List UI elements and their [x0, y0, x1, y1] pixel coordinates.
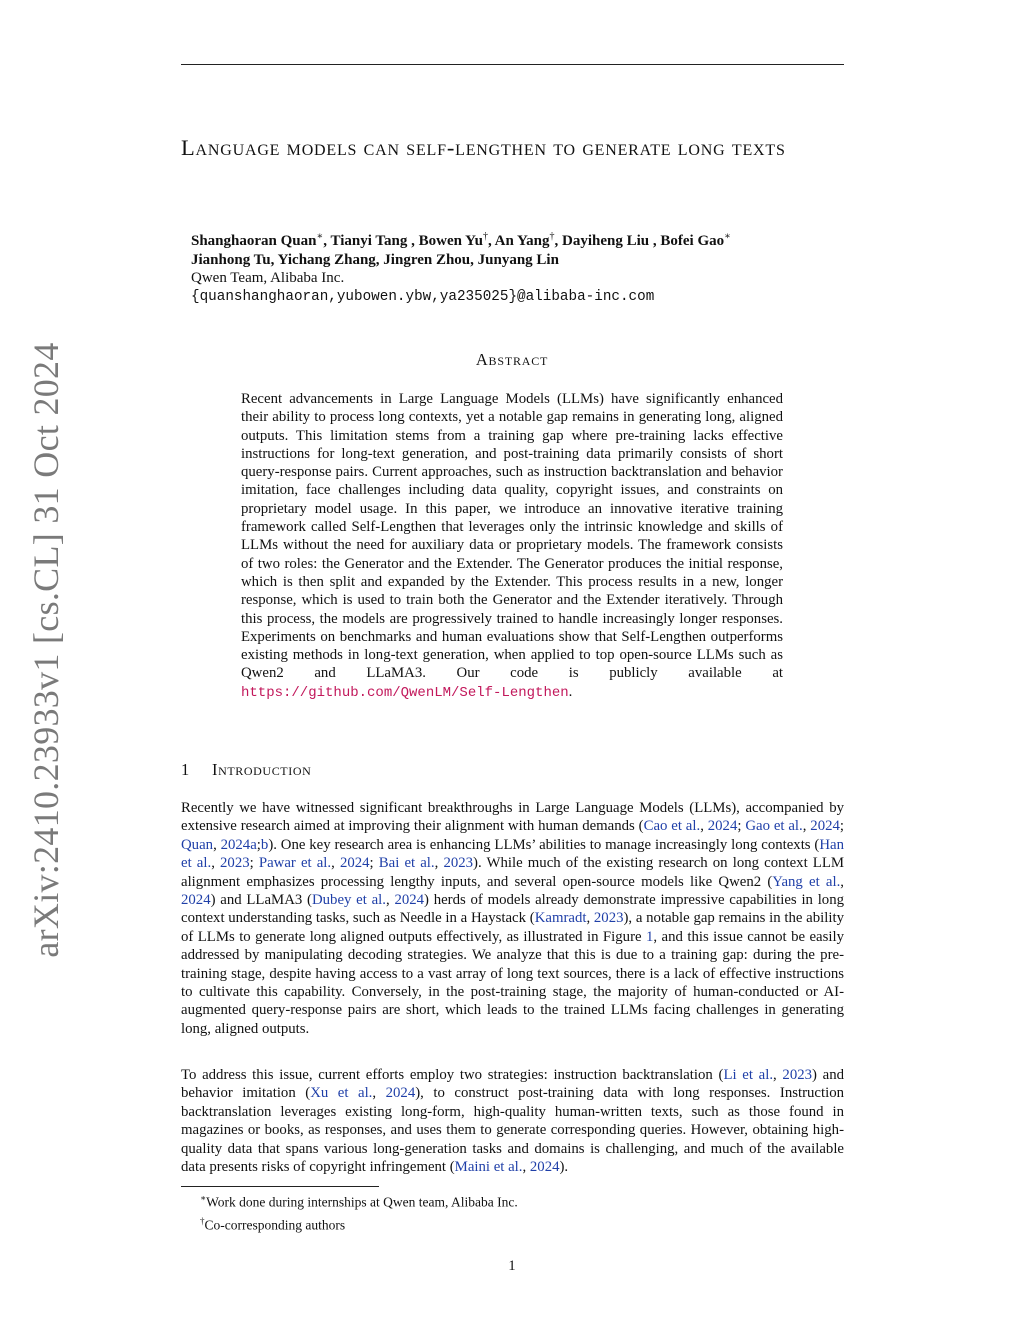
citation-link[interactable]: 2024 — [529, 1159, 560, 1176]
paragraph-text: ). — [559, 1159, 569, 1176]
section-heading — [181, 760, 311, 780]
author-mark: † — [549, 231, 555, 242]
citation-link[interactable]: 2024 — [707, 818, 738, 835]
citation-link[interactable]: Gao et al. — [745, 818, 803, 835]
author-mark: † — [482, 231, 488, 242]
citation-link[interactable]: Han et al. — [181, 836, 844, 872]
citation-link[interactable]: b — [260, 836, 269, 853]
paragraph-text: , and this issue cannot be easily addressed by manipulating decoding strategies. We analyze that this is due to a training gap: during the pre-training stage, despite having access to a vast array of long text sources, there is a lack of effective instructions to cultivate this capability. Conversely, in the post-training stage, the majority of human-conducted or AI-augmented query-response pairs are short, which leads to the trained LLMs facing challenges in generating long, aligned outputs. — [181, 928, 844, 1037]
paper-title: Language models can self-lengthen to generate long texts — [181, 135, 786, 160]
paragraph-text: ) herds of models already demonstrate impressive capabilities in long context understanding tasks, such as Needle in a Haystack ( — [181, 892, 845, 927]
paragraph-text: ). One key research area is enhancing LLMs’ abilities to manage increasingly long contexts ( — [268, 836, 820, 853]
section-title: Introduction — [212, 760, 312, 779]
paragraph-text: To address this issue, current efforts employ two strategies: instruction backtranslation ( — [181, 1067, 724, 1083]
footnote-mark: † — [200, 1215, 205, 1226]
citation-link[interactable]: 2024 — [394, 892, 425, 909]
footnote — [200, 1189, 518, 1212]
paragraph-text: , — [586, 910, 594, 927]
top-rule — [181, 64, 844, 65]
citation-link[interactable]: 2024 — [810, 818, 840, 835]
footnote-mark: ∗ — [200, 1193, 207, 1203]
author-name: Shanghaoran Quan — [191, 233, 317, 249]
footnotes — [200, 1189, 518, 1234]
citation-link[interactable]: 2023 — [220, 855, 250, 872]
author-list-line-2: Jianhong Tu, Yichang Zhang, Jingren Zhou, Junyang Lin — [191, 251, 559, 268]
citation-link[interactable]: Dubey et al. — [311, 892, 386, 909]
author-mark: ∗ — [316, 231, 324, 242]
paragraph-text: , — [213, 836, 221, 853]
paragraph-text: ; — [256, 836, 261, 853]
citation-link[interactable]: 2024 — [339, 855, 370, 872]
paragraph-text: ), a notable gap remains in the ability of LLMs to generate long aligned outputs effectively, as illustrated in Figure — [181, 910, 844, 945]
footnote — [200, 1212, 518, 1235]
citation-link[interactable]: 2023 — [593, 910, 624, 927]
citation-link[interactable]: 2024a — [220, 836, 257, 853]
paragraph-text: , — [802, 818, 811, 835]
footnote-text: Co-corresponding authors — [204, 1217, 346, 1232]
citation-link[interactable]: Xu et al. — [310, 1085, 373, 1102]
affiliation: Qwen Team, Alibaba Inc. — [191, 270, 345, 286]
paragraph-text: , — [700, 818, 708, 835]
paragraph-text: ). While much of the existing research on long context LLM alignment emphasizes processing lengthy inputs, and several open-source models like Qwen2 ( — [181, 855, 845, 890]
paragraph-text: , — [385, 892, 395, 909]
citation-link[interactable]: Bai et al. — [378, 855, 435, 872]
abstract-end: . — [568, 683, 573, 700]
paragraph-text: , — [434, 855, 444, 872]
abstract-body-text: Recent advancements in Large Language Models (LLMs) have significantly enhanced their ability to process long contexts, yet a notable gap remains in generating long, aligned outputs. This limitation stems from a training gap where pre-training lacks effective instructions for long-text generation, and post-training data primarily consists of short query-response pairs. Current approaches, such as instruction backtranslation and behavior imitation, face challenges including data quality, copyright issues, and constraints on proprietary model usage. In this paper, we introduce an innovative iterative training framework called Self-Lengthen that leverages only the intrinsic knowledge and skills of LLMs without the need for auxiliary data or proprietary models. The framework consists of two roles: the Generator and the Extender. The Generator produces the initial response, which is then split and expanded by the Extender. This process results in a new, longer response, which is used to train both the Generator and the Extender iteratively. Through this process, the models are progressively trained to handle increasingly longer responses. Experiments on benchmarks and human evaluations show that Self-Lengthen outperforms existing methods in long-text generation, when applied to top open-source LLMs such as Qwen2 and LLaMA3. Our code is publicly available at — [241, 391, 783, 682]
citation-link[interactable]: 2023 — [782, 1067, 813, 1083]
citation-link[interactable]: Maini et al. — [454, 1159, 523, 1176]
paragraph-text: ; — [839, 818, 845, 835]
page-number: 1 — [508, 1258, 516, 1274]
paragraph-text: ) and LLaMA3 ( — [210, 892, 312, 909]
abstract-heading: Abstract — [475, 350, 549, 369]
citation-link[interactable]: Cao et al. — [643, 818, 701, 835]
paragraph-text: , — [331, 855, 340, 872]
abstract-text — [241, 390, 783, 702]
author-name: , Tianyi Tang , — [323, 233, 419, 249]
author-list — [191, 228, 831, 251]
author-name: , An Yang — [487, 233, 550, 249]
paragraph-text: ) and behavior imitation ( — [181, 1067, 844, 1102]
citation-link[interactable]: Yang et al. — [772, 873, 841, 890]
author-emails: {quanshanghaoran,yubowen.ybw,ya235025}@alibaba-inc.com — [191, 288, 655, 305]
paragraph-text: , — [840, 873, 844, 890]
footnote-text: Work done during internships at Qwen team, Alibaba Inc. — [206, 1194, 518, 1210]
citation-link[interactable]: 2023 — [443, 855, 474, 872]
citation-link[interactable]: Quan — [181, 836, 214, 853]
citation-link[interactable]: Li et al. — [723, 1067, 774, 1083]
citation-link[interactable]: 1 — [646, 928, 654, 945]
citation-link[interactable]: Pawar et al. — [258, 855, 332, 872]
intro-paragraph-2 — [181, 1066, 844, 1176]
paragraph-text: ; — [737, 818, 746, 835]
code-link[interactable]: https://github.com/QwenLM/Self-Lengthen — [241, 684, 569, 701]
citation-link[interactable]: Kamradt — [534, 910, 587, 927]
paragraph-text: , — [773, 1067, 783, 1083]
citation-link[interactable]: 2024 — [181, 892, 211, 909]
author-mark: ∗ — [724, 231, 731, 242]
paragraph-text: , — [372, 1085, 386, 1102]
paragraph-text: ; — [369, 855, 379, 872]
paragraph-text: Recently we have witnessed significant breakthroughs in Large Language Models (LLMs), accompanied by extensive research aimed at improving their alignment with human demands ( — [181, 800, 844, 835]
citation-link[interactable]: 2024 — [385, 1085, 416, 1102]
paragraph-text: ), to construct post-training data with long responses. Instruction backtranslation leverages existing long-form, high-quality human-written texts, such as those found in magazines or books, as responses, and uses them to generate corresponding queries. However, obtaining high-quality data that spans various long-generation tasks and domains is challenging, and much of the available data presents risks of copyright infringement ( — [181, 1085, 845, 1176]
paragraph-text: ; — [249, 855, 259, 872]
author-block — [191, 228, 831, 306]
arxiv-identifier: arXiv:2410.23933v1 [cs.CL] 31 Oct 2024 — [26, 342, 66, 958]
author-name: , Dayiheng Liu , Bofei Gao — [554, 233, 725, 249]
paragraph-text: , — [522, 1159, 530, 1176]
footnote-rule — [181, 1186, 379, 1187]
section-number: 1 — [181, 760, 190, 779]
author-name: Bowen Yu — [418, 233, 483, 249]
paragraph-text: , — [211, 855, 221, 872]
intro-paragraph-1 — [181, 799, 844, 1038]
